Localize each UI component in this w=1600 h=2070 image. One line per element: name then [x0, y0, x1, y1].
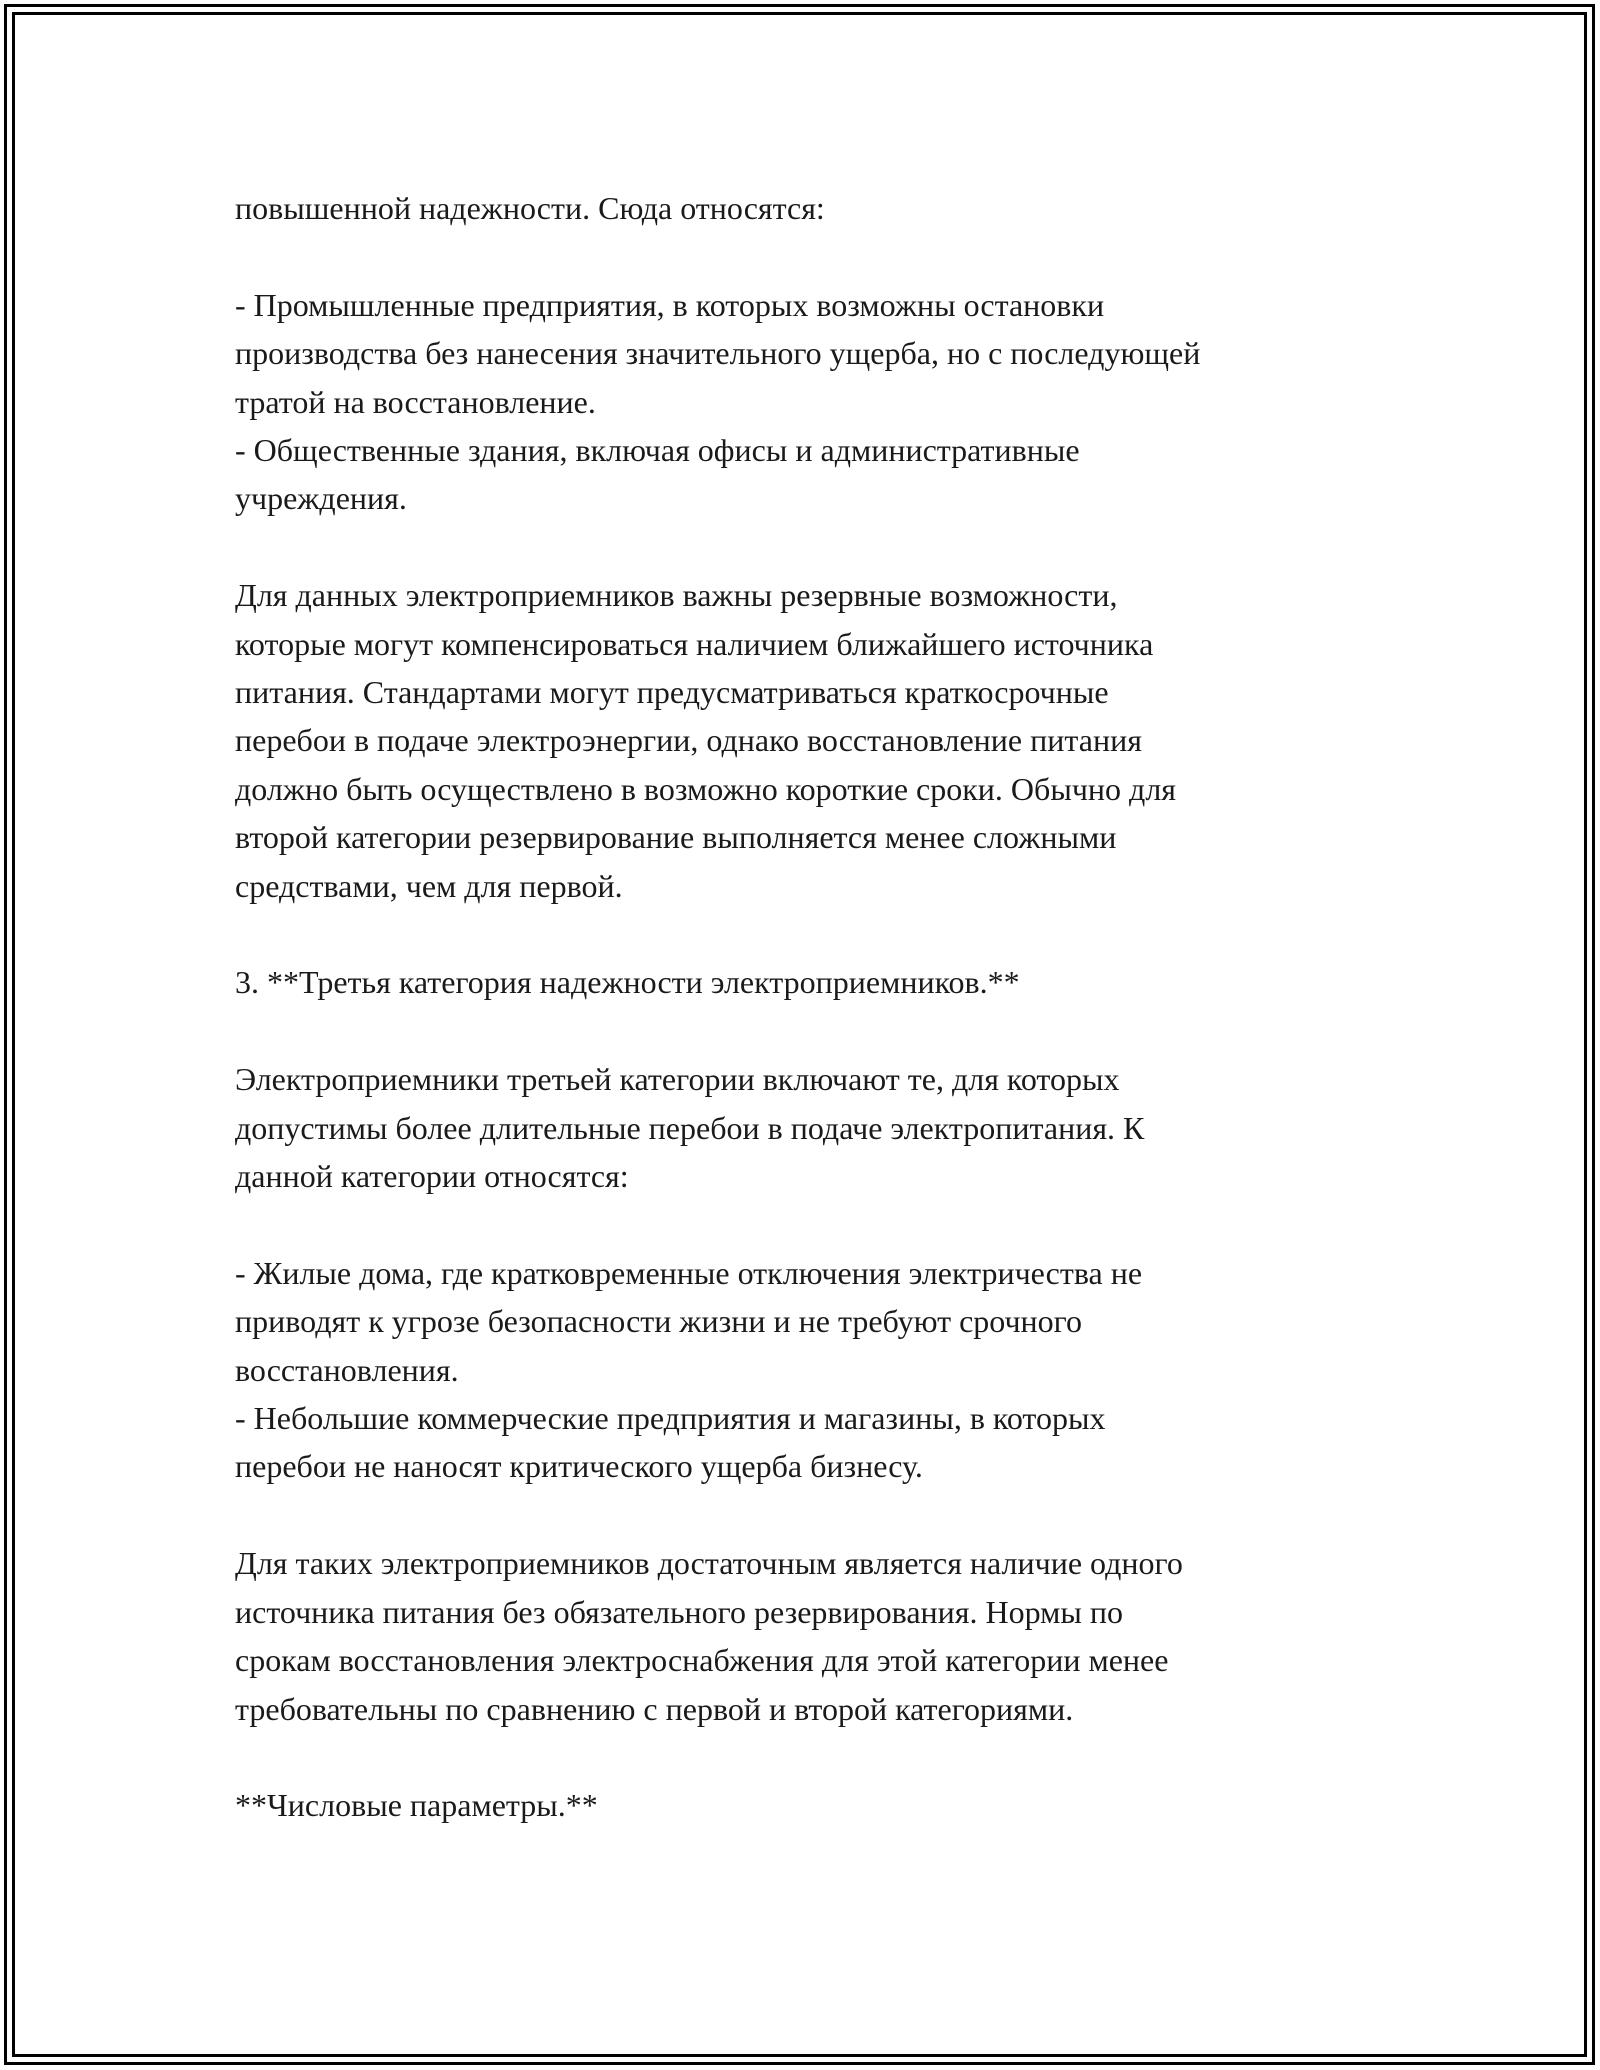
text-line: - Жилые дома, где кратковременные отключения электричества не: [235, 1254, 1143, 1291]
text-line: восстановления.: [235, 1351, 459, 1388]
text-line: - Общественные здания, включая офисы и административные: [235, 432, 1080, 469]
paragraph-gap: [235, 232, 1415, 280]
paragraph-3: [235, 571, 1415, 910]
paragraph-gap: [235, 1491, 1415, 1539]
text-line: тратой на восстановление.: [235, 383, 596, 420]
document-body: [235, 184, 1415, 1830]
text-line: учреждения.: [235, 480, 407, 517]
text-line: средствами, чем для первой.: [235, 867, 623, 904]
text-line: Для таких электроприемников достаточным является наличие одного: [235, 1545, 1183, 1582]
text-line: перебои в подаче электроэнергии, однако восстановление питания: [235, 722, 1142, 759]
text-line: источника питания без обязательного резервирования. Нормы по: [235, 1593, 1124, 1630]
text-line: - Промышленные предприятия, в которых возможны остановки: [235, 286, 1105, 323]
text-line: повышенной надежности. Сюда относятся:: [235, 190, 825, 226]
paragraph-gap: [235, 1007, 1415, 1055]
text-line: Для данных электроприемников важны резервные возможности,: [235, 577, 1118, 614]
text-line: питания. Стандартами могут предусматриваться краткосрочные: [235, 674, 1109, 711]
text-line: Электроприемники третьей категории включают те, для которых: [235, 1061, 1120, 1098]
text-line: срокам восстановления электроснабжения для этой категории менее: [235, 1642, 1169, 1679]
text-line: **Числовые параметры.**: [235, 1787, 598, 1824]
paragraph-2: [235, 281, 1415, 523]
paragraph-5: [235, 1055, 1415, 1200]
paragraph-8: [235, 1781, 1415, 1829]
paragraph-gap: [235, 910, 1415, 958]
paragraph-gap: [235, 1733, 1415, 1781]
text-line: данной категории относятся:: [235, 1158, 629, 1195]
section-heading-3: [235, 958, 1415, 1006]
paragraph-gap: [235, 523, 1415, 571]
text-line: перебои не наносят критического ущерба бизнесу.: [235, 1448, 923, 1485]
text-line: второй категории резервирование выполняется менее сложными: [235, 819, 1117, 856]
text-line: которые могут компенсироваться наличием ближайшего источника: [235, 625, 1154, 662]
text-line: 3. **Третья категория надежности электроприемников.**: [235, 964, 1020, 1001]
text-line: требовательны по сравнению с первой и второй категориями.: [235, 1690, 1074, 1727]
paragraph-6: [235, 1249, 1415, 1491]
paragraph-gap: [235, 1200, 1415, 1248]
text-line: приводят к угрозе безопасности жизни и не требуют срочного: [235, 1303, 1082, 1340]
paragraph-1: [235, 184, 1415, 232]
text-line: производства без нанесения значительного ущерба, но с последующей: [235, 335, 1201, 372]
text-line: - Небольшие коммерческие предприятия и магазины, в которых: [235, 1400, 1106, 1437]
paragraph-7: [235, 1539, 1415, 1733]
text-line: допустимы более длительные перебои в подаче электропитания. К: [235, 1109, 1145, 1146]
text-line: должно быть осуществлено в возможно короткие сроки. Обычно для: [235, 770, 1176, 807]
